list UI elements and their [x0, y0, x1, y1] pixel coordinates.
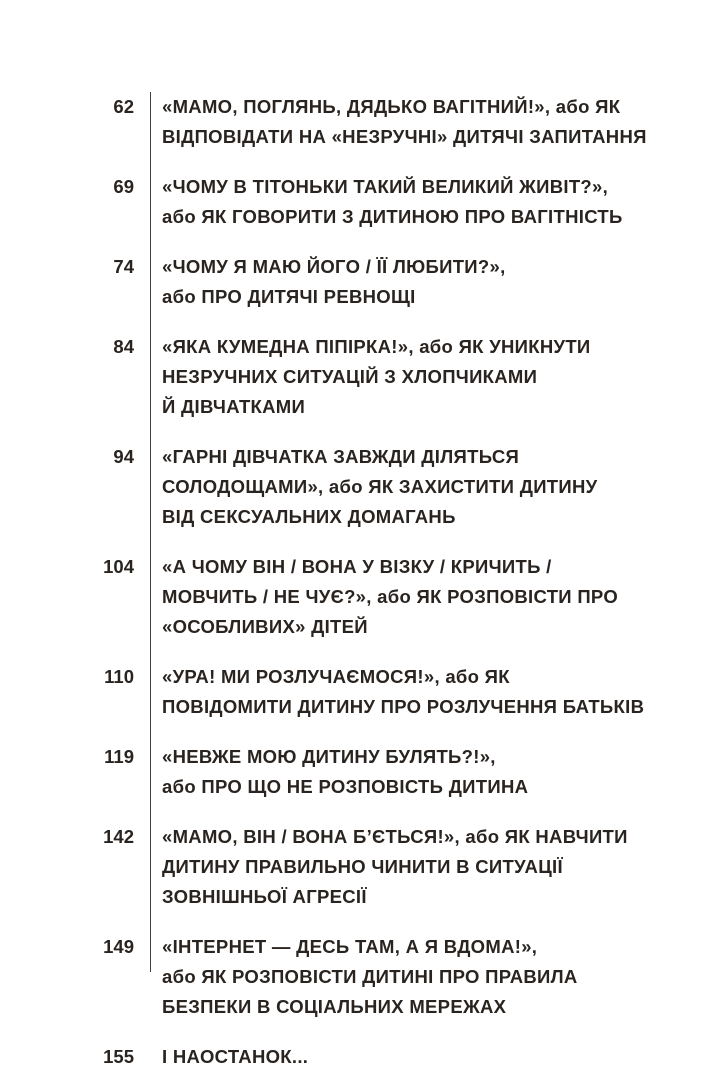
- toc-chapter-title: [162, 662, 662, 722]
- toc-title-line: Й ДІВЧАТКАМИ: [162, 396, 306, 417]
- toc-title-line: або ЯК РОЗПОВІСТИ ДИТИНІ ПРО ПРАВИЛА: [162, 966, 578, 987]
- toc-title-line: «МАМО, ВІН / ВОНА Б’ЄТЬСЯ!», або ЯК НАВЧИТИ: [162, 826, 628, 847]
- toc-title-line: або ЯК ГОВОРИТИ З ДИТИНОЮ ПРО ВАГІТНІСТЬ: [162, 206, 623, 227]
- toc-title-line: «ЯКА КУМЕДНА ПІПІРКА!», або ЯК УНИКНУТИ: [162, 336, 591, 357]
- toc-title-line: ВІД СЕКСУАЛЬНИХ ДОМАГАНЬ: [162, 506, 456, 527]
- toc-title-line: «ЧОМУ В ТІТОНЬКИ ТАКИЙ ВЕЛИКИЙ ЖИВІТ?»,: [162, 176, 609, 197]
- toc-title-line: «ЧОМУ Я МАЮ ЙОГО / ЇЇ ЛЮБИТИ?»,: [162, 256, 506, 277]
- toc-chapter-title: [162, 92, 662, 152]
- toc-title-line: СОЛОДОЩАМИ», або ЯК ЗАХИСТИТИ ДИТИНУ: [162, 476, 598, 497]
- toc-entry: [0, 442, 720, 532]
- toc-page-number: 104: [103, 556, 134, 577]
- toc-title-line: ЗОВНІШНЬОЇ АГРЕСІЇ: [162, 886, 367, 907]
- toc-title-line: або ПРО ЩО НЕ РОЗПОВІСТЬ ДИТИНА: [162, 776, 529, 797]
- toc-chapter-title: [162, 442, 662, 532]
- toc-entry: [0, 742, 720, 802]
- toc-chapter-title: [162, 172, 662, 232]
- toc-title-line: «НЕВЖЕ МОЮ ДИТИНУ БУЛЯТЬ?!»,: [162, 746, 496, 767]
- toc-title-line: «УРА! МИ РОЗЛУЧАЄМОСЯ!», або ЯК: [162, 666, 510, 687]
- toc-chapter-title: [162, 932, 662, 1022]
- toc-title-line: ДИТИНУ ПРАВИЛЬНО ЧИНИТИ В СИТУАЦІЇ: [162, 856, 563, 877]
- toc-title-line: МОВЧИТЬ / НЕ ЧУЄ?», або ЯК РОЗПОВІСТИ ПРО: [162, 586, 619, 607]
- toc-page-number: 62: [113, 96, 134, 117]
- toc-entry: [0, 1042, 720, 1072]
- toc-chapter-title: [162, 822, 662, 912]
- toc-page-number: 155: [103, 1046, 134, 1067]
- toc-title-line: І НАОСТАНОК...: [162, 1046, 309, 1067]
- toc-entry: [0, 822, 720, 912]
- toc-title-line: БЕЗПЕКИ В СОЦІАЛЬНИХ МЕРЕЖАХ: [162, 996, 507, 1017]
- toc-entry: [0, 932, 720, 1022]
- toc-title-line: або ПРО ДИТЯЧІ РЕВНОЩІ: [162, 286, 416, 307]
- toc-page-number: 119: [104, 746, 134, 767]
- table-of-contents: [0, 92, 720, 1092]
- toc-chapter-title: [162, 252, 662, 312]
- toc-page-number: 69: [113, 176, 134, 197]
- toc-title-line: «А ЧОМУ ВІН / ВОНА У ВІЗКУ / КРИЧИТЬ /: [162, 556, 552, 577]
- toc-entry: [0, 92, 720, 152]
- toc-entry: [0, 662, 720, 722]
- toc-title-line: «МАМО, ПОГЛЯНЬ, ДЯДЬКО ВАГІТНИЙ!», або ЯК: [162, 96, 621, 117]
- toc-chapter-title: [162, 332, 662, 422]
- toc-title-line: ПОВІДОМИТИ ДИТИНУ ПРО РОЗЛУЧЕННЯ БАТЬКІВ: [162, 696, 645, 717]
- toc-page-number: 94: [113, 446, 134, 467]
- toc-title-line: ВІДПОВІДАТИ НА «НЕЗРУЧНІ» ДИТЯЧІ ЗАПИТАННЯ: [162, 126, 647, 147]
- toc-entry: [0, 252, 720, 312]
- toc-chapter-title: [162, 742, 662, 802]
- toc-title-line: «ГАРНІ ДІВЧАТКА ЗАВЖДИ ДІЛЯТЬСЯ: [162, 446, 520, 467]
- toc-page-number: 149: [103, 936, 134, 957]
- toc-chapter-title: [162, 1042, 662, 1072]
- toc-chapter-title: [162, 552, 662, 642]
- toc-title-line: «ІНТЕРНЕТ — ДЕСЬ ТАМ, А Я ВДОМА!»,: [162, 936, 538, 957]
- toc-page-number: 84: [113, 336, 134, 357]
- toc-page-number: 74: [113, 256, 134, 277]
- toc-entry: [0, 332, 720, 422]
- toc-title-line: НЕЗРУЧНИХ СИТУАЦІЙ З ХЛОПЧИКАМИ: [162, 366, 538, 387]
- toc-page-number: 142: [103, 826, 134, 847]
- toc-entry: [0, 552, 720, 642]
- toc-title-line: «ОСОБЛИВИХ» ДІТЕЙ: [162, 616, 368, 637]
- toc-entry: [0, 172, 720, 232]
- toc-page-number: 110: [104, 666, 134, 687]
